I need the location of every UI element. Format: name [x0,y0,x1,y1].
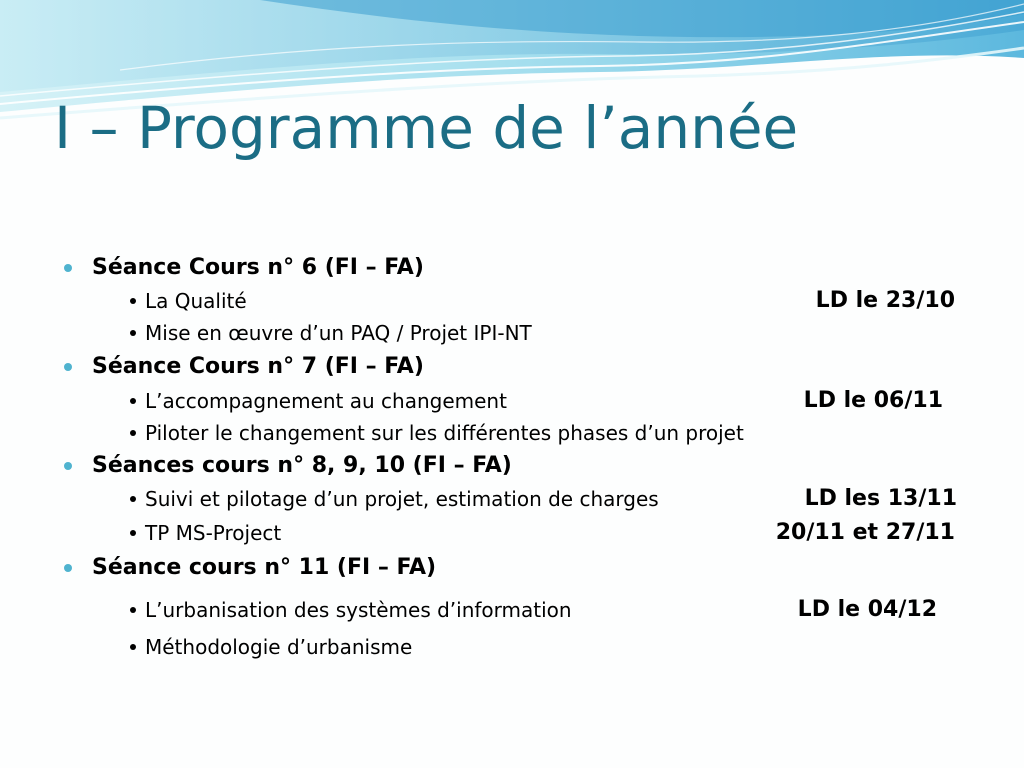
section-heading: Séance cours n° 11 (FI – FA) [92,555,437,580]
section-heading-row [0,452,1024,480]
list-item [0,596,1024,624]
list-item [0,519,1024,547]
item-text: Suivi et pilotage d’un projet, estimation de charges [145,487,659,511]
bullet-icon [64,462,72,470]
list-item [0,287,1024,315]
section-heading: Séance Cours n° 6 (FI – FA) [92,255,424,280]
item-text: L’urbanisation des systèmes d’information [145,598,572,622]
list-item [0,419,1024,447]
bullet-icon [130,430,136,436]
bullet-icon [130,496,136,502]
bullet-icon [64,363,72,371]
bullet-icon [130,398,136,404]
list-item [0,319,1024,347]
bullet-icon [64,564,72,572]
section-heading: Séances cours n° 8, 9, 10 (FI – FA) [92,453,512,478]
item-date: LD les 13/11 [804,486,957,511]
bullet-icon [130,607,136,613]
section-heading-row [0,353,1024,381]
item-date: LD le 04/12 [797,597,937,622]
bullet-icon [130,530,136,536]
item-date: LD le 23/10 [815,288,955,313]
slide-title: I – Programme de l’année [54,94,799,162]
item-text: Mise en œuvre d’un PAQ / Projet IPI-NT [145,321,532,345]
bullet-icon [130,644,136,650]
bullet-icon [130,330,136,336]
item-text: TP MS-Project [145,521,282,545]
item-date: 20/11 et 27/11 [775,520,955,545]
item-date: LD le 06/11 [803,388,943,413]
section-heading-row [0,554,1024,582]
item-text: La Qualité [145,289,247,313]
section-heading-row [0,254,1024,282]
list-item [0,485,1024,513]
item-text: L’accompagnement au changement [145,389,507,413]
section-heading: Séance Cours n° 7 (FI – FA) [92,354,424,379]
item-text: Piloter le changement sur les différentes phases d’un projet [145,421,744,445]
bullet-icon [130,298,136,304]
list-item [0,633,1024,661]
bullet-icon [64,264,72,272]
item-text: Méthodologie d’urbanisme [145,635,413,659]
list-item [0,387,1024,415]
